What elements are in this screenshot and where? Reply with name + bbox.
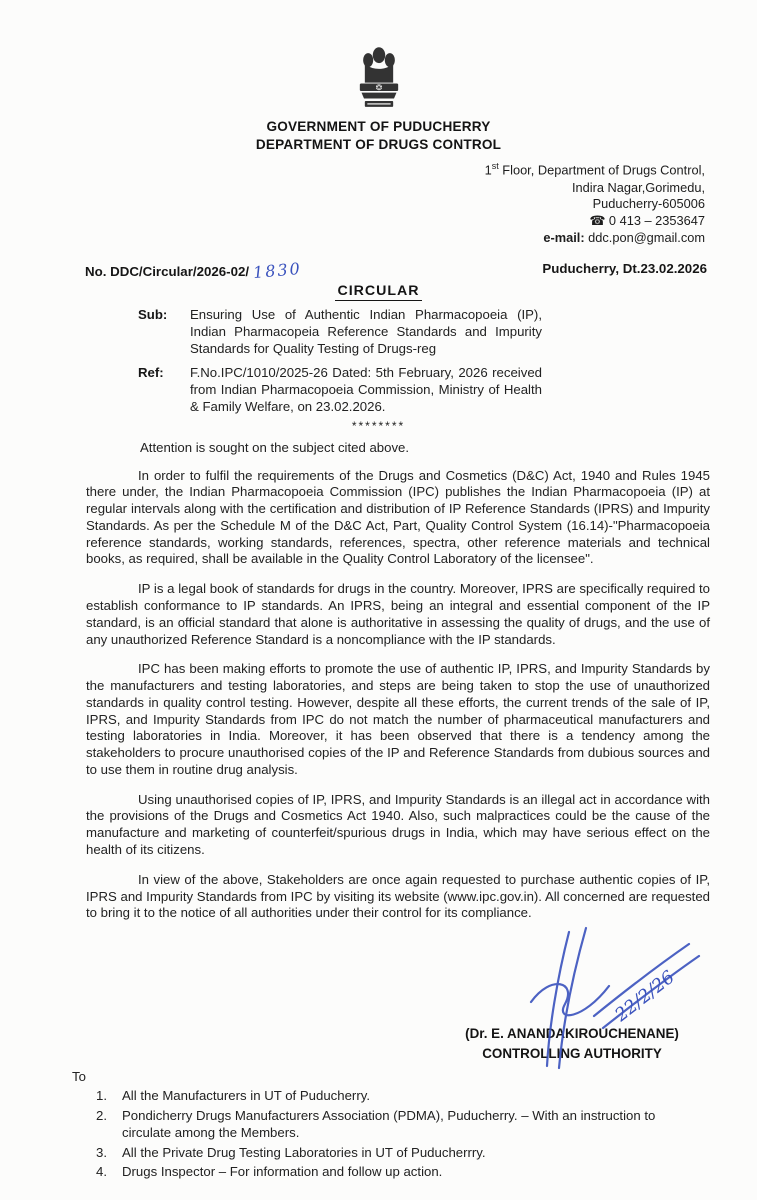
signatory-designation: CONTROLLING AUTHORITY bbox=[482, 1045, 662, 1061]
distribution-label: To bbox=[72, 1069, 86, 1085]
title-row bbox=[0, 283, 757, 299]
address-line-phone: ☎ 0 413 – 2353647 bbox=[589, 213, 705, 229]
body-paragraph-5: In view of the above, Stakeholders are once again requested to purchase authentic copies of IP, IPRS and Impurity Standards from IPC by visiting its website (www.ipc.gov.in). All concerned are requested to bring it to the notice of all authorities under their control for its compliance. bbox=[86, 871, 710, 921]
signatory-name: (Dr. E. ANANDAKIROUCHENANE) bbox=[465, 1025, 679, 1041]
body-paragraph-4: Using unauthorised copies of IP, IPRS, and Impurity Standards is an illegal act in accordance with the provisions of the Drugs and Cosmetics Act 1940. Also, such malpractices could be the cause of the manufacture and marketing of counterfeit/spurious drugs in India, which may have serious effect on the health of its citizens. bbox=[86, 791, 710, 857]
list-item bbox=[96, 1107, 717, 1142]
list-item-number: 2. bbox=[96, 1107, 107, 1123]
list-item bbox=[96, 1163, 717, 1180]
emblem-container bbox=[0, 0, 757, 114]
india-national-emblem-icon bbox=[354, 46, 404, 111]
subject-block bbox=[138, 307, 757, 357]
list-item-text: Pondicherry Drugs Manufacturers Association (PDMA), Puducherry. – With an instruction to circulate among the Members. bbox=[122, 1107, 656, 1141]
reference-text: F.No.IPC/1010/2025-26 Dated: 5th February, 2026 received from Indian Pharmacopoeia Commission, Ministry of Health & Family Welfare, on 23.02.2026. bbox=[190, 365, 542, 414]
subject-label: Sub: bbox=[138, 307, 168, 323]
reference-label: Ref: bbox=[138, 365, 164, 381]
address-block bbox=[0, 161, 757, 247]
attention-line: Attention is sought on the subject cited above. bbox=[140, 439, 410, 455]
address-line-floor: 1st Floor, Department of Drugs Control, bbox=[484, 161, 705, 178]
address-line-area: Indira Nagar,Gorimedu, bbox=[571, 179, 705, 195]
handwritten-serial-number: 1830 bbox=[252, 258, 303, 283]
list-item-number: 1. bbox=[96, 1088, 107, 1104]
phone-icon: ☎ bbox=[589, 213, 606, 229]
address-line-email bbox=[0, 230, 705, 247]
reference-block bbox=[138, 365, 757, 415]
list-item bbox=[96, 1087, 717, 1104]
list-item-text: Drugs Inspector – For information and follow up action. bbox=[122, 1164, 443, 1180]
list-item-text: All the Manufacturers in UT of Puducherry. bbox=[122, 1088, 370, 1104]
place-date: Puducherry, Dt.23.02.2026 bbox=[542, 261, 707, 277]
body-paragraph-2: IP is a legal book of standards for drugs in the country. Moreover, IPRS are specifically required to establish conformance to IP standards. An IPRS, being an integral and essential component of the IP standard, is an official standard that alone is authoritative in assessing the quality of drugs, and the use of any unauthorized Reference Standard is a noncompliance with the IP standards. bbox=[86, 581, 710, 647]
subject-text: Ensuring Use of Authentic Indian Pharmacopoeia (IP), Indian Pharmacopeia Reference Standards and Impurity Standards for Quality Testing of Drugs-reg bbox=[190, 307, 542, 356]
separator-stars: ******** bbox=[351, 418, 406, 433]
reference-number-row bbox=[85, 258, 707, 283]
body-paragraph-3: IPC has been making efforts to promote the use of authentic IP, IPRS, and Impurity Standards by the manufacturers and testing laboratories, and steps are being taken to stop the use of unauthorized standards in quality control testing. However, despite all these efforts, the current trends of the sale of IP, IPRS, and Impurity Standards from IPC do not match the number of pharmaceutical manufacturers and testing laboratories in India. Moreover, it has been observed that there is a tendency among the stakeholders to procure unauthorised copies of the IP and Reference Standards from dubious sources and to use them in routine drug analysis. bbox=[86, 661, 710, 777]
address-line-city: Puducherry-605006 bbox=[592, 196, 705, 212]
list-item-text: All the Private Drug Testing Laboratories in UT of Puducherrry. bbox=[122, 1144, 486, 1160]
distribution-list bbox=[72, 1068, 717, 1181]
list-item-number: 3. bbox=[96, 1144, 107, 1160]
page-title: CIRCULAR bbox=[337, 283, 420, 300]
email-value: ddc.pon@gmail.com bbox=[584, 230, 705, 246]
list-item-number: 4. bbox=[96, 1164, 107, 1180]
signature-area bbox=[0, 934, 757, 1066]
department-title: DEPARTMENT OF DRUGS CONTROL bbox=[255, 136, 502, 152]
list-item bbox=[96, 1144, 717, 1161]
signatory-block bbox=[433, 1024, 711, 1064]
body-paragraph-1: In order to fulfil the requirements of the Drugs and Cosmetics (D&C) Act, 1940 and Rules 1945 there under, the Indian Pharmacopoeia Commission (IPC) publishes the Indian Pharmacopoeia (IP) at regular intervals along with the certification and distribution of IP Reference Standards (IPRS) and Impurity Standards. As per the Schedule M of the D&C Act, Part, Quality Control System (16.14)-"Pharmacopoeia reference standards, working standards, references, spectra, other reference materials and technical books, as required, shall be available in the Quality Control Laboratory of the licensee". bbox=[86, 467, 710, 567]
circular-number: No. DDC/Circular/2026-02/ 1830 bbox=[85, 258, 303, 283]
handwritten-signature-date: 22/2/26 bbox=[611, 966, 679, 1026]
government-title: GOVERNMENT OF PUDUCHERRY bbox=[266, 119, 491, 134]
email-label: e-mail: bbox=[543, 230, 585, 246]
